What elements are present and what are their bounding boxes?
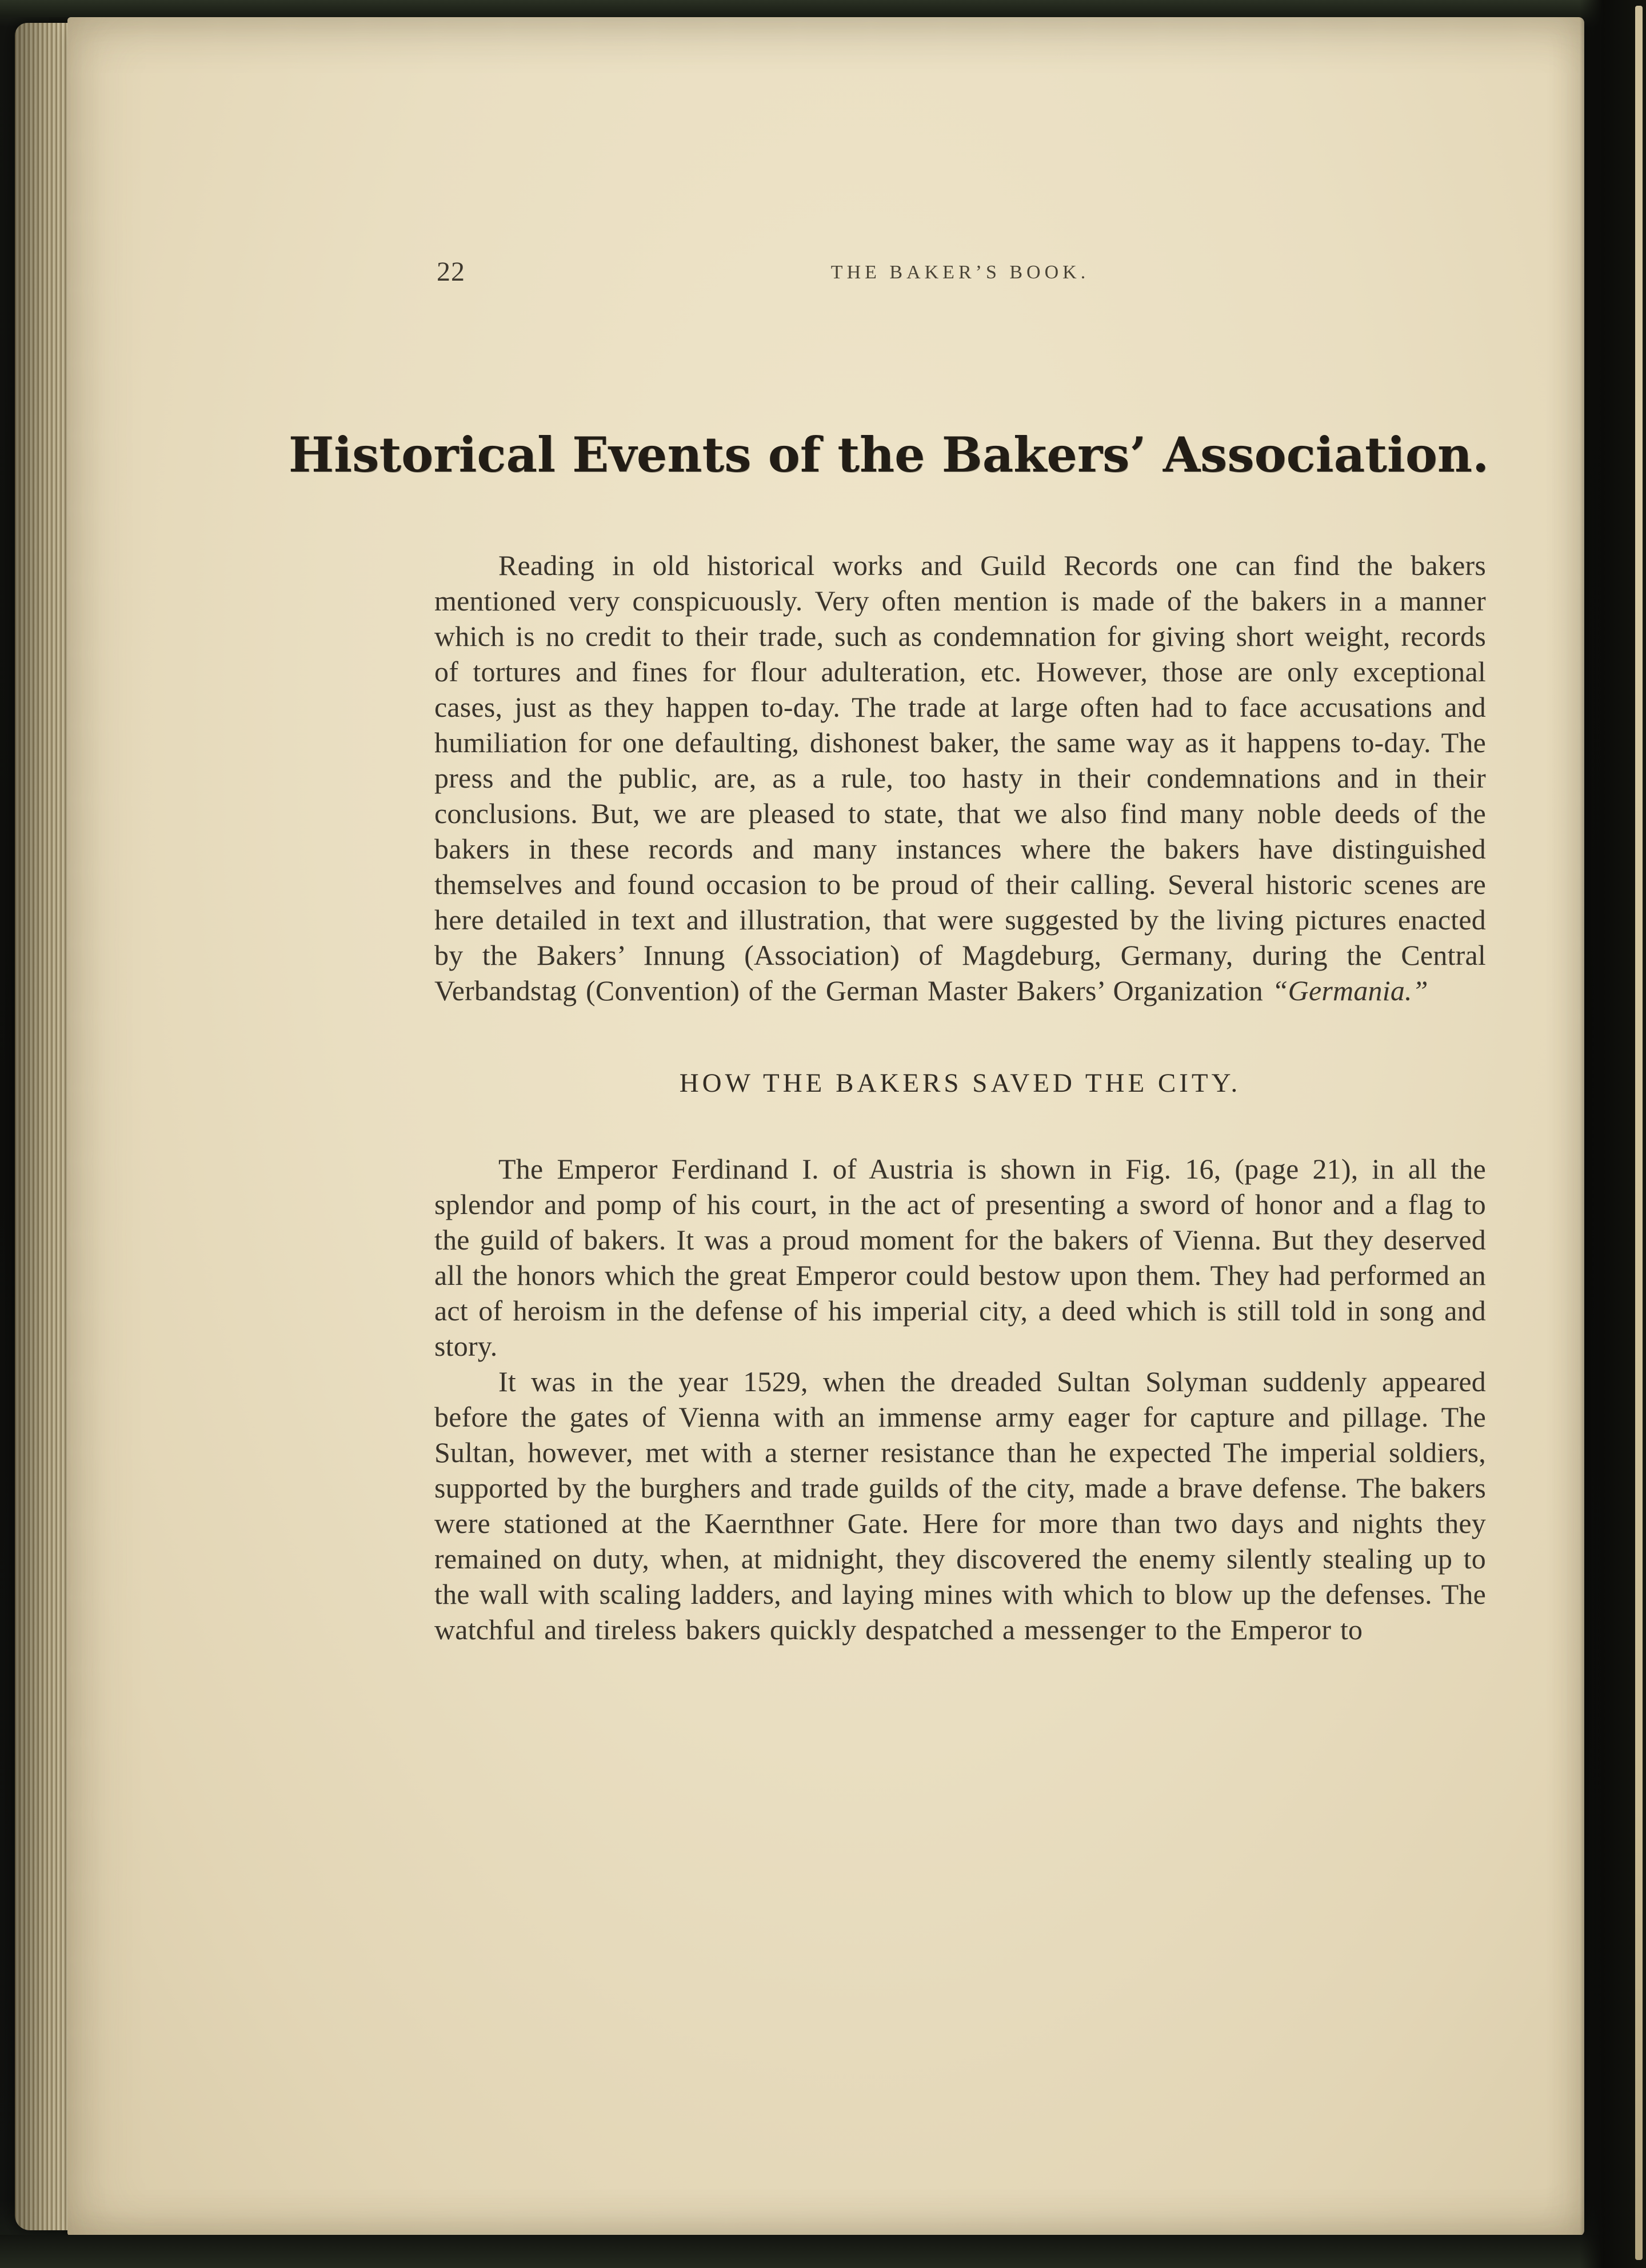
book-page xyxy=(67,17,1584,2236)
chapter-title: Historical Events of the Bakers’ Association. xyxy=(288,426,1489,483)
section-heading: HOW THE BAKERS SAVED THE CITY. xyxy=(679,1068,1241,1099)
next-page-edge xyxy=(1635,6,1643,2260)
page-header xyxy=(434,256,1486,292)
intro-paragraph-text: Reading in old historical works and Guild Records one can find the bakers mentioned very conspicuously. Very often mention is made of the bakers in a manner which is no credit to their trade, such as condemnation for giving short weight, records of tortures and fines for flour adulteration, etc. However, those are only exceptional cases, just as they happen to-day. The trade at large often had to face accusations and humiliation for one defaulting, dishonest baker, the same way as it happens to-day. The press and the public, are, as a rule, too hasty in their condemnations and in their conclusions. But, we are pleased to state, that we also find many noble deeds of the bakers in these records and many instances where the bakers have distinguished themselves and found occasion to be proud of their calling. Several historic scenes are here detailed in text and illustration, that were suggested by the living pictures enacted by the Bakers’ Innung (Association) of Magdeburg, Germany, during the Central Verbandstag (Convention) of the German Master Bakers’ Organization xyxy=(434,549,1486,1007)
binding-bottom xyxy=(0,2235,1646,2268)
section-paragraph-2: It was in the year 1529, when the dreaded Sultan Solyman suddenly appeared before the gates of Vienna with an immense army eager for capture and pillage. The Sultan, however, met with a sterner resistance than he expected The imperial soldiers, supported by the burghers and trade guilds of the city, made a brave defense. The bakers were stationed at the Kaernthner Gate. Here for more than two days and nights they remained on duty, when, at midnight, they discovered the enemy silently stealing up to the wall with scaling ladders, and laying mines with which to blow up the defenses. The watchful and tireless bakers quickly despatched a messenger to the Emperor to xyxy=(434,1365,1486,1646)
running-title: THE BAKER’S BOOK. xyxy=(830,262,1090,283)
binding-top xyxy=(0,0,1646,17)
section-paragraph-1: The Emperor Ferdinand I. of Austria is shown in Fig. 16, (page 21), in all the splendor and pomp of his court, in the act of presenting a sword of honor and a flag to the guild of bakers. It was a proud moment for the bakers of Vienna. But they deserved all the honors which the great Emperor could bestow upon them. They had performed an act of heroism in the defense of his imperial city, a deed which is still told in song and story. xyxy=(434,1153,1486,1363)
intro-paragraph xyxy=(434,548,1486,1008)
page-content xyxy=(288,256,1489,1647)
emphasis-germania: “Germania.” xyxy=(1272,975,1428,1007)
binding-right xyxy=(1580,0,1646,2268)
page-number: 22 xyxy=(437,257,465,287)
